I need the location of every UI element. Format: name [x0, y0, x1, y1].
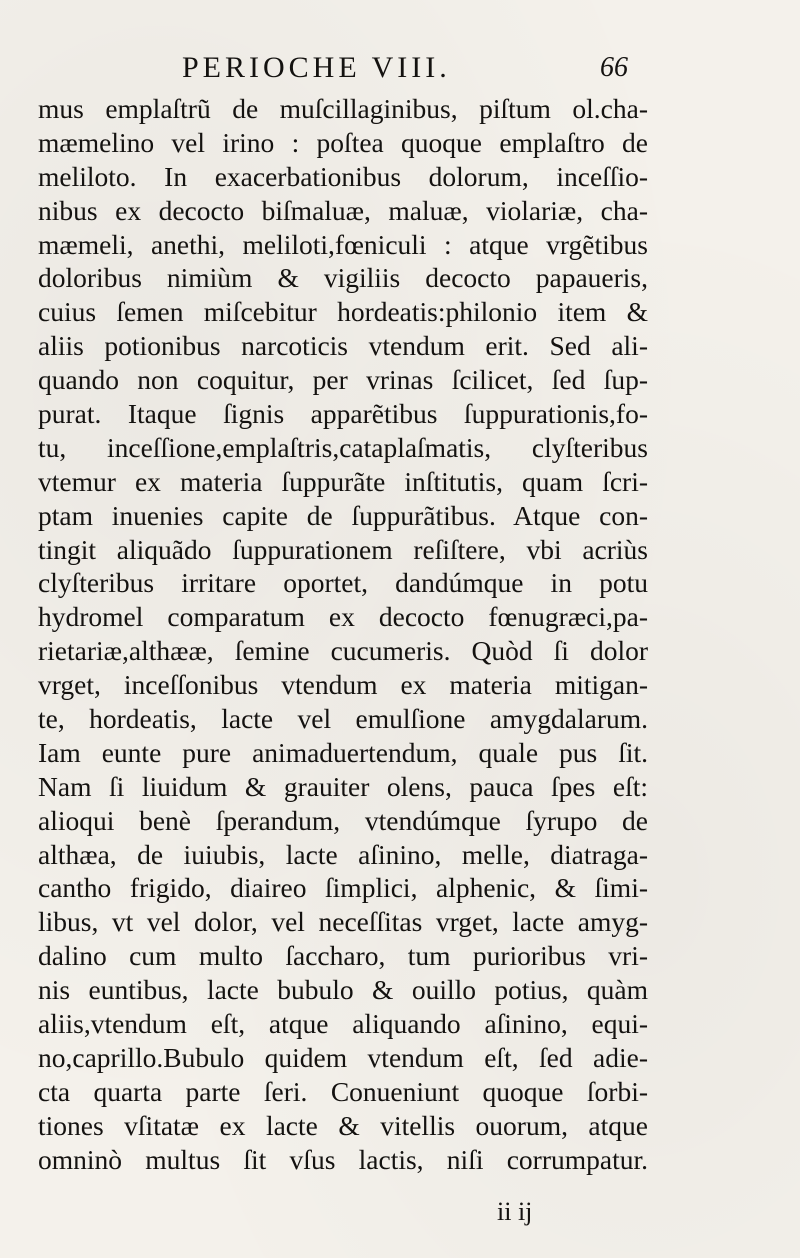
text-line: aliis potionibus narcoticis vtendum erit. Sed ali-: [38, 330, 648, 362]
text-line: tu, inceſſione,emplaſtris,cataplaſmatis, clyſteribus: [38, 431, 648, 463]
text-line: vtemur ex materia ſuppurãte inſtitutis, quam ſcri-: [38, 465, 648, 497]
text-line: althæa, de iuiubis, lacte aſinino, melle, diatraga-: [38, 838, 648, 870]
text-line: quando non coquitur, per vrinas ſcilicet, ſed ſup-: [38, 364, 648, 396]
text-line: meliloto. In exacerbationibus dolorum, inceſſio-: [38, 160, 648, 192]
text-line: ptam inuenies capite de ſuppurãtibus. Atque con-: [38, 499, 648, 531]
text-line: tiones vſitatæ ex lacte & vitellis ouorum, atque: [38, 1109, 648, 1141]
text-line: nis euntibus, lacte bubulo & ouillo potius, quàm: [38, 974, 648, 1006]
text-line: aliis,vtendum eſt, atque aliquando aſinino, equi-: [38, 1008, 648, 1040]
text-line: cuius ſemen miſcebitur hordeatis:philonio item &: [38, 296, 648, 328]
body-text: [38, 92, 648, 1177]
text-line: te, hordeatis, lacte vel emulſione amygdalarum.: [38, 703, 648, 735]
text-line: nibus ex decocto biſmaluæ, maluæ, violariæ, cha-: [38, 194, 648, 226]
text-line: cta quarta parte ſeri. Conueniunt quoque ſorbi-: [38, 1075, 648, 1107]
text-line: Nam ſi liuidum & grauiter olens, pauca ſpes eſt:: [38, 770, 648, 802]
text-line: no,caprillo.Bubulo quidem vtendum eſt, ſed adie-: [38, 1041, 648, 1073]
text-line: clyſteribus irritare oportet, dandúmque in potu: [38, 567, 648, 599]
text-line: mus emplaſtrũ de muſcillaginibus, piſtum ol.cha-: [38, 93, 648, 124]
page-number: 66: [600, 52, 628, 83]
text-line: rietariæ,althææ, ſemine cucumeris. Quòd ſi dolor: [38, 635, 648, 667]
text-line: mæmeli, anethi, meliloti,fœniculi : atque vrgẽtibus: [38, 228, 648, 260]
running-head: [0, 48, 800, 88]
text-line: omninò multus ſit vſus lactis, niſi corrumpatur.: [38, 1143, 648, 1175]
text-line: mæmelino vel irino : poſtea quoque emplaſtro de: [38, 126, 648, 158]
text-line: vrget, inceſſonibus vtendum ex materia mitigan-: [38, 669, 648, 701]
text-line: dalino cum multo ſaccharo, tum purioribus vri-: [38, 940, 648, 972]
text-line: alioqui benè ſperandum, vtendúmque ſyrupo de: [38, 804, 648, 836]
running-title: PERIOCHE VIII.: [182, 51, 451, 84]
text-line: libus, vt vel dolor, vel neceſſitas vrget, lacte amyg-: [38, 906, 648, 938]
text-line: purat. Itaque ſignis apparẽtibus ſuppurationis,fo-: [38, 398, 648, 430]
text-line: hydromel comparatum ex decocto fœnugræci,pa-: [38, 601, 648, 633]
signature-mark: ii ij: [497, 1197, 533, 1226]
text-line: tingit aliquãdo ſuppurationem reſiſtere, vbi acriùs: [38, 533, 648, 565]
text-line: cantho frigido, diaireo ſimplici, alphenic, & ſimi-: [38, 872, 648, 904]
text-line: doloribus nimiùm & vigiliis decocto papaueris,: [38, 262, 648, 294]
text-line: Iam eunte pure animaduertendum, quale pus ſit.: [38, 736, 648, 768]
